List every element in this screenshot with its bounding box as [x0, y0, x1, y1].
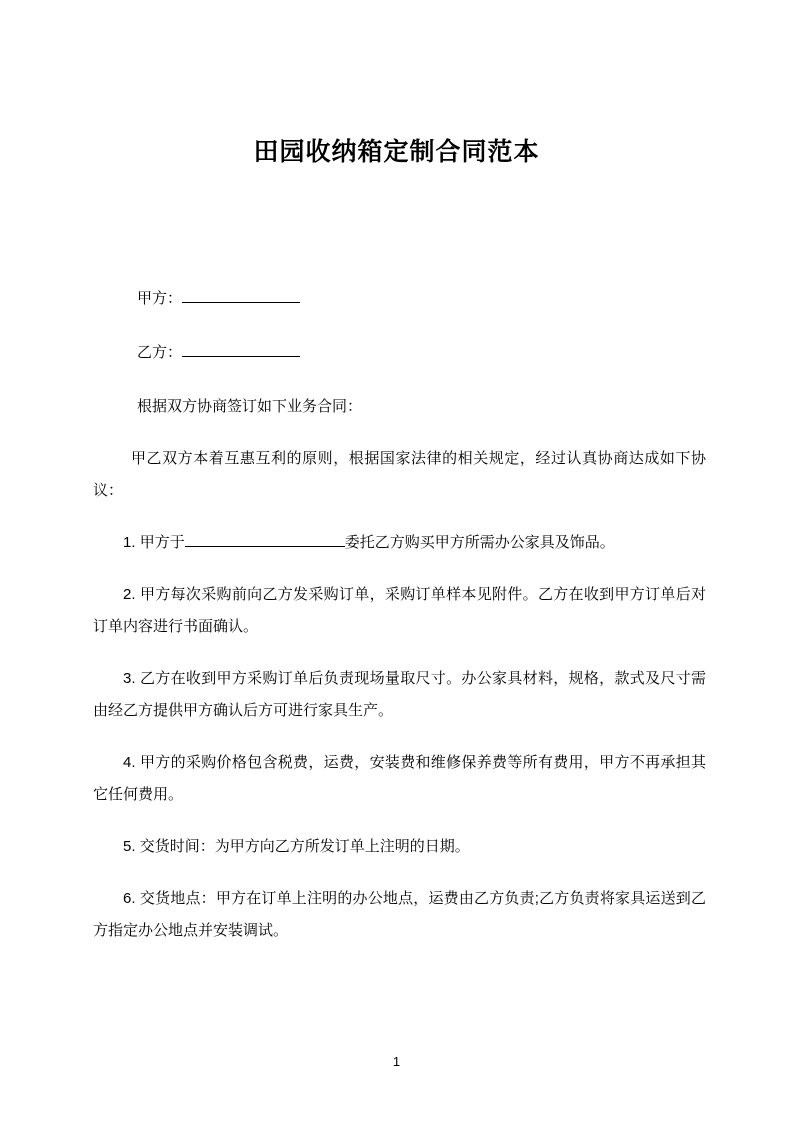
clause-2-text: 甲方每次采购前向乙方发采购订单，采购订单样本见附件。乙方在收到甲方订单后对订单内容进行书面确认。	[93, 586, 706, 635]
clause-6	[93, 883, 706, 947]
clause-4-text: 甲方的采购价格包含税费，运费，安装费和维修保养费等所有费用，甲方不再承担其它任何费用。	[93, 754, 706, 803]
page-title: 田园收纳箱定制合同范本	[253, 138, 540, 166]
clause-1-text-after: 委托乙方购买甲方所需办公家具及饰品。	[344, 534, 615, 551]
clause-1-number: 1.	[123, 534, 136, 551]
page-number: 1	[392, 1054, 401, 1069]
party-label-second: 乙方：	[137, 344, 183, 361]
clause-3-number: 3.	[123, 670, 136, 687]
party-row-first	[93, 283, 706, 315]
document-body	[93, 283, 706, 967]
clause-5-text: 交货时间：为甲方向乙方所发订单上注明的日期。	[139, 838, 470, 855]
clause-1	[93, 527, 706, 559]
clause-5-number: 5.	[123, 838, 136, 855]
party-row-second	[93, 337, 706, 369]
clause-2-number: 2.	[123, 586, 136, 603]
clause-1-blank[interactable]	[185, 529, 345, 547]
clause-4	[93, 747, 706, 811]
clause-6-number: 6.	[123, 890, 136, 907]
clause-6-text: 交货地点：甲方在订单上注明的办公地点，运费由乙方负责;乙方负责将家具运送到乙方指定办公地点并安装调试。	[93, 890, 706, 939]
party-value-first-blank[interactable]	[182, 285, 300, 303]
clause-5	[93, 831, 706, 863]
clause-4-number: 4.	[123, 754, 136, 771]
clause-1-text-before: 甲方于	[139, 534, 185, 551]
intro-paragraph: 根据双方协商签订如下业务合同：	[137, 398, 363, 415]
clause-3	[93, 663, 706, 727]
clause-2	[93, 579, 706, 643]
party-label-first: 甲方：	[137, 290, 183, 307]
clause-3-text: 乙方在收到甲方采购订单后负责现场量取尺寸。办公家具材料，规格，款式及尺寸需由经乙方提供甲方确认后方可进行家具生产。	[93, 670, 706, 719]
preamble-paragraph: 甲乙双方本着互惠互利的原则，根据国家法律的相关规定，经过认真协商达成如下协议：	[93, 450, 706, 499]
party-value-second-blank[interactable]	[182, 339, 300, 357]
